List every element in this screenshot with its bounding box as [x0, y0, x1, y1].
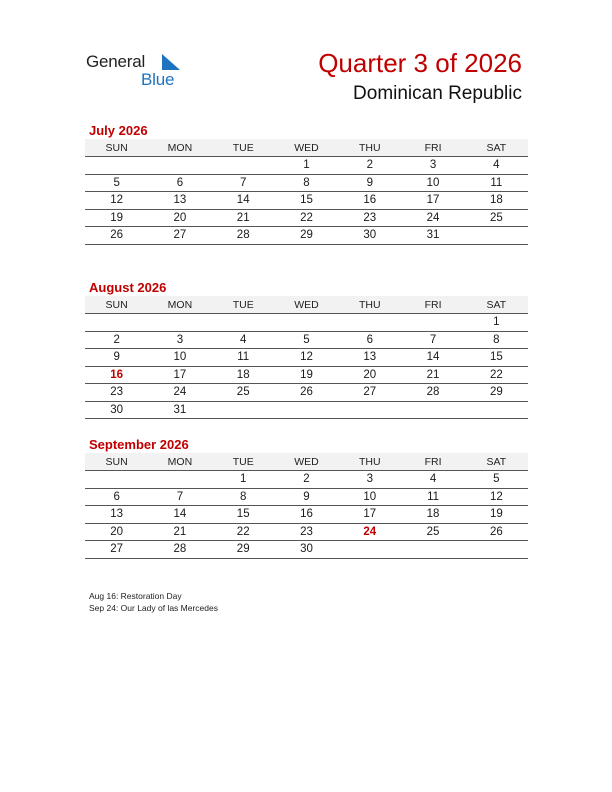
- day-cell: 22: [212, 523, 275, 541]
- weekday-header-row: [85, 453, 528, 471]
- day-cell: 7: [212, 174, 275, 192]
- holiday-day-cell: 16: [85, 366, 148, 384]
- weekday-header: THU: [338, 139, 401, 157]
- day-cell: 26: [465, 523, 528, 541]
- month-calendar-table: [85, 453, 528, 559]
- weekday-header: TUE: [212, 139, 275, 157]
- day-cell: 20: [148, 209, 211, 227]
- day-cell: 14: [212, 192, 275, 210]
- day-cell: [212, 314, 275, 332]
- day-cell: [212, 157, 275, 175]
- day-cell: 8: [212, 488, 275, 506]
- weekday-header: WED: [275, 296, 338, 314]
- day-cell: 31: [148, 401, 211, 419]
- day-cell: 11: [465, 174, 528, 192]
- day-cell: 28: [212, 227, 275, 245]
- weekday-header: MON: [148, 453, 211, 471]
- day-cell: 2: [85, 331, 148, 349]
- day-cell: 18: [212, 366, 275, 384]
- day-cell: [85, 471, 148, 489]
- week-row: [85, 366, 528, 384]
- day-cell: 10: [338, 488, 401, 506]
- day-cell: [338, 541, 401, 559]
- day-cell: 4: [401, 471, 464, 489]
- weekday-header: MON: [148, 296, 211, 314]
- day-cell: 18: [465, 192, 528, 210]
- month-block-july: [85, 122, 528, 245]
- day-cell: 11: [401, 488, 464, 506]
- day-cell: 15: [465, 349, 528, 367]
- day-cell: 5: [85, 174, 148, 192]
- day-cell: 18: [401, 506, 464, 524]
- day-cell: 9: [338, 174, 401, 192]
- day-cell: 21: [212, 209, 275, 227]
- day-cell: [148, 157, 211, 175]
- month-title: August 2026: [89, 280, 167, 295]
- week-row: [85, 541, 528, 559]
- holiday-day-cell: 24: [338, 523, 401, 541]
- month-calendar-table: [85, 296, 528, 419]
- day-cell: 27: [85, 541, 148, 559]
- day-cell: 3: [401, 157, 464, 175]
- day-cell: 17: [401, 192, 464, 210]
- day-cell: 27: [148, 227, 211, 245]
- day-cell: 10: [148, 349, 211, 367]
- day-cell: [85, 157, 148, 175]
- day-cell: 15: [275, 192, 338, 210]
- day-cell: [465, 541, 528, 559]
- day-cell: 20: [338, 366, 401, 384]
- month-block-august: [85, 279, 528, 419]
- day-cell: 13: [85, 506, 148, 524]
- day-cell: 12: [465, 488, 528, 506]
- day-cell: 24: [401, 209, 464, 227]
- day-cell: 25: [465, 209, 528, 227]
- day-cell: 1: [275, 157, 338, 175]
- week-row: [85, 506, 528, 524]
- day-cell: [85, 314, 148, 332]
- month-title: September 2026: [89, 437, 189, 452]
- month-calendar-table: [85, 139, 528, 245]
- weekday-header: SAT: [465, 453, 528, 471]
- day-cell: 4: [212, 331, 275, 349]
- day-cell: [338, 401, 401, 419]
- day-cell: 2: [338, 157, 401, 175]
- day-cell: 3: [338, 471, 401, 489]
- weekday-header-row: [85, 139, 528, 157]
- day-cell: [401, 401, 464, 419]
- brand-logo: [86, 52, 186, 92]
- day-cell: 6: [85, 488, 148, 506]
- week-row: [85, 349, 528, 367]
- day-cell: 30: [338, 227, 401, 245]
- day-cell: [465, 227, 528, 245]
- day-cell: 25: [401, 523, 464, 541]
- day-cell: 31: [401, 227, 464, 245]
- brand-word-general: General: [86, 52, 146, 71]
- day-cell: 26: [275, 384, 338, 402]
- day-cell: 22: [275, 209, 338, 227]
- day-cell: 19: [275, 366, 338, 384]
- country-name: Dominican Republic: [353, 83, 522, 104]
- week-row: [85, 523, 528, 541]
- weekday-header: SAT: [465, 139, 528, 157]
- day-cell: 5: [465, 471, 528, 489]
- day-cell: [465, 401, 528, 419]
- day-cell: [148, 471, 211, 489]
- day-cell: 17: [338, 506, 401, 524]
- day-cell: 14: [401, 349, 464, 367]
- day-cell: 9: [275, 488, 338, 506]
- day-cell: 29: [212, 541, 275, 559]
- holiday-note: Aug 16: Restoration Day: [89, 591, 182, 601]
- day-cell: 8: [275, 174, 338, 192]
- day-cell: [212, 401, 275, 419]
- day-cell: [275, 401, 338, 419]
- week-row: [85, 488, 528, 506]
- weekday-header-row: [85, 296, 528, 314]
- weekday-header: FRI: [401, 139, 464, 157]
- day-cell: 3: [148, 331, 211, 349]
- day-cell: 28: [401, 384, 464, 402]
- week-row: [85, 157, 528, 175]
- day-cell: 21: [148, 523, 211, 541]
- page-title: Quarter 3 of 2026: [318, 48, 522, 78]
- weekday-header: TUE: [212, 453, 275, 471]
- month-block-september: [85, 436, 528, 559]
- weekday-header: THU: [338, 296, 401, 314]
- day-cell: 26: [85, 227, 148, 245]
- weekday-header: SAT: [465, 296, 528, 314]
- weekday-header: FRI: [401, 296, 464, 314]
- weekday-header: SUN: [85, 453, 148, 471]
- day-cell: 13: [338, 349, 401, 367]
- holiday-note: Sep 24: Our Lady of las Mercedes: [89, 603, 218, 613]
- day-cell: 23: [275, 523, 338, 541]
- day-cell: 27: [338, 384, 401, 402]
- week-row: [85, 209, 528, 227]
- day-cell: 7: [148, 488, 211, 506]
- weekday-header: SUN: [85, 296, 148, 314]
- day-cell: 6: [148, 174, 211, 192]
- day-cell: 30: [85, 401, 148, 419]
- weekday-header: FRI: [401, 453, 464, 471]
- day-cell: 10: [401, 174, 464, 192]
- day-cell: 16: [338, 192, 401, 210]
- week-row: [85, 401, 528, 419]
- weekday-header: WED: [275, 139, 338, 157]
- day-cell: 29: [275, 227, 338, 245]
- week-row: [85, 192, 528, 210]
- day-cell: 2: [275, 471, 338, 489]
- day-cell: 15: [212, 506, 275, 524]
- week-row: [85, 227, 528, 245]
- day-cell: 14: [148, 506, 211, 524]
- day-cell: 7: [401, 331, 464, 349]
- day-cell: 30: [275, 541, 338, 559]
- day-cell: [401, 541, 464, 559]
- weekday-header: THU: [338, 453, 401, 471]
- week-row: [85, 471, 528, 489]
- day-cell: 9: [85, 349, 148, 367]
- day-cell: 23: [338, 209, 401, 227]
- day-cell: [275, 314, 338, 332]
- weekday-header: TUE: [212, 296, 275, 314]
- day-cell: 12: [275, 349, 338, 367]
- brand-word-blue: Blue: [141, 70, 175, 89]
- weekday-header: WED: [275, 453, 338, 471]
- week-row: [85, 314, 528, 332]
- day-cell: 1: [212, 471, 275, 489]
- weekday-header: MON: [148, 139, 211, 157]
- holiday-notes: [89, 590, 218, 614]
- day-cell: 21: [401, 366, 464, 384]
- day-cell: 5: [275, 331, 338, 349]
- day-cell: 28: [148, 541, 211, 559]
- day-cell: 24: [148, 384, 211, 402]
- day-cell: 13: [148, 192, 211, 210]
- day-cell: 1: [465, 314, 528, 332]
- day-cell: 16: [275, 506, 338, 524]
- month-title: July 2026: [89, 123, 148, 138]
- day-cell: 12: [85, 192, 148, 210]
- day-cell: 8: [465, 331, 528, 349]
- week-row: [85, 331, 528, 349]
- day-cell: 23: [85, 384, 148, 402]
- day-cell: [401, 314, 464, 332]
- day-cell: 11: [212, 349, 275, 367]
- weekday-header: SUN: [85, 139, 148, 157]
- day-cell: 4: [465, 157, 528, 175]
- week-row: [85, 384, 528, 402]
- day-cell: 20: [85, 523, 148, 541]
- flag-icon: [160, 54, 180, 72]
- week-row: [85, 174, 528, 192]
- day-cell: 19: [465, 506, 528, 524]
- day-cell: 19: [85, 209, 148, 227]
- day-cell: 6: [338, 331, 401, 349]
- day-cell: 17: [148, 366, 211, 384]
- day-cell: 29: [465, 384, 528, 402]
- day-cell: [148, 314, 211, 332]
- day-cell: [338, 314, 401, 332]
- day-cell: 22: [465, 366, 528, 384]
- day-cell: 25: [212, 384, 275, 402]
